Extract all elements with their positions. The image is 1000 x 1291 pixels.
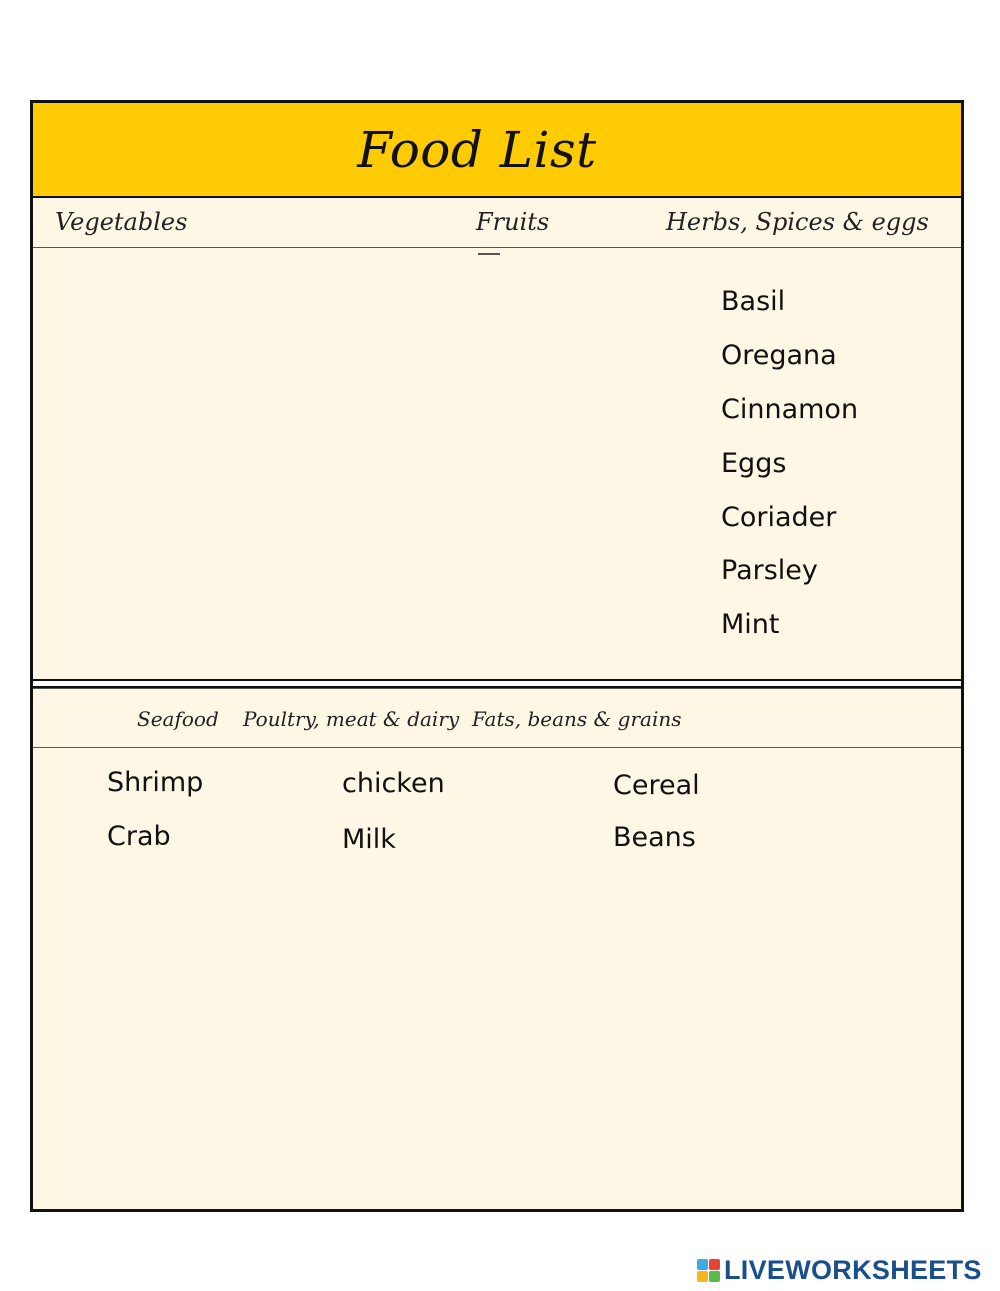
header-poultry-meat-dairy: Poultry, meat & dairy <box>243 707 460 731</box>
herb-item-mint[interactable]: Mint <box>721 609 780 640</box>
poultry-item-chicken[interactable]: chicken <box>342 768 445 799</box>
page-title: Food List <box>357 120 597 179</box>
top-category-header <box>33 198 961 248</box>
herb-item-parsley[interactable]: Parsley <box>721 555 818 586</box>
seafood-item-shrimp[interactable]: Shrimp <box>107 767 204 798</box>
herb-item-eggs[interactable]: Eggs <box>721 448 787 479</box>
title-bar <box>33 103 961 198</box>
herb-item-coriader[interactable]: Coriader <box>721 502 837 533</box>
food-list-sheet <box>30 100 964 1212</box>
poultry-item-milk[interactable]: Milk <box>342 824 396 855</box>
header-vegetables: Vegetables <box>55 208 188 236</box>
fruits-underline <box>478 253 500 255</box>
liveworksheets-logo-icon <box>697 1259 720 1282</box>
herb-item-basil[interactable]: Basil <box>721 286 786 317</box>
section-divider <box>33 679 961 688</box>
header-seafood: Seafood <box>137 707 219 731</box>
fats-item-beans[interactable]: Beans <box>613 822 696 853</box>
liveworksheets-logo <box>697 1255 982 1286</box>
herb-item-cinnamon[interactable]: Cinnamon <box>721 394 859 425</box>
header-fats-beans-grains: Fats, beans & grains <box>472 707 682 731</box>
liveworksheets-logo-text: LIVEWORKSHEETS <box>724 1255 982 1285</box>
header-herbs-spices-eggs: Herbs, Spices & eggs <box>666 208 929 236</box>
seafood-item-crab[interactable]: Crab <box>107 821 171 852</box>
fats-item-cereal[interactable]: Cereal <box>613 770 700 801</box>
bottom-category-header <box>33 688 961 748</box>
herb-item-oregana[interactable]: Oregana <box>721 340 837 371</box>
header-fruits: Fruits <box>476 208 550 236</box>
